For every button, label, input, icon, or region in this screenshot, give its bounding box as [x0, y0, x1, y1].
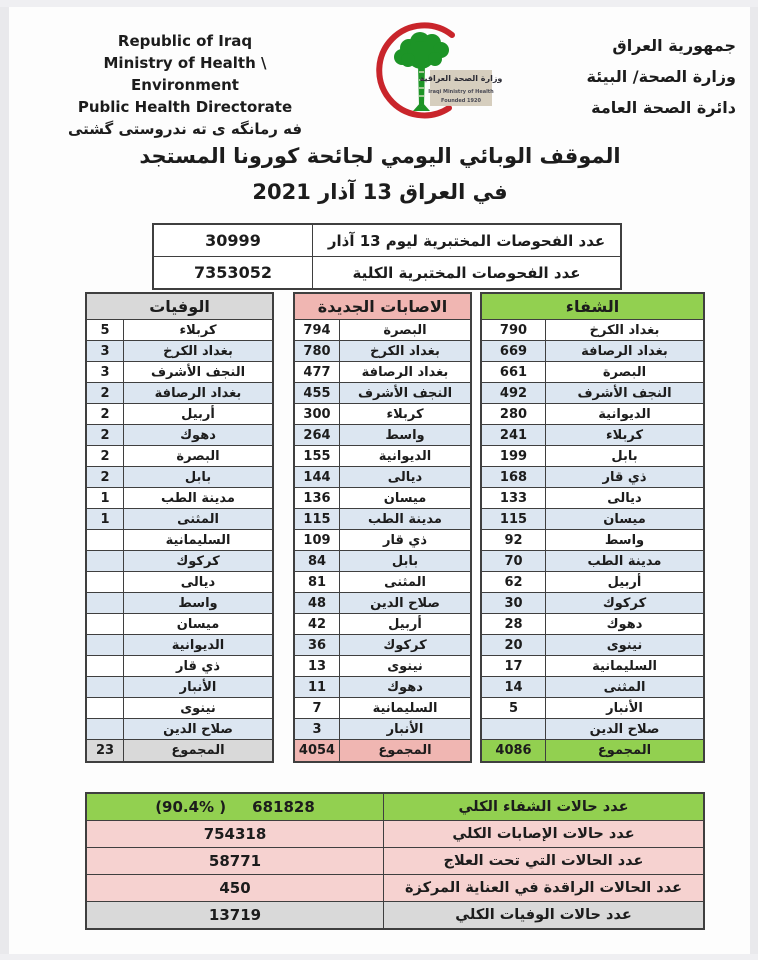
governorate-cell: السليمانية [372, 700, 438, 716]
value-cell: 48 [295, 593, 340, 613]
tests-row-daily [154, 225, 620, 256]
table-row [295, 593, 470, 614]
governorate-cell: الأنبار [179, 679, 217, 695]
tests-table [152, 223, 622, 290]
value-cell: 115 [482, 509, 546, 529]
value-cell: 136 [295, 488, 340, 508]
table-row [482, 572, 703, 593]
governorate-cell: صلاح الدين [589, 721, 660, 737]
table-row [482, 404, 703, 425]
summary-value-cell [87, 848, 384, 874]
table-row [87, 593, 272, 614]
value-cell: 13 [295, 656, 340, 676]
value-cell: 455 [295, 383, 340, 403]
summary-number: 754318 [203, 825, 267, 843]
value-cell: 1 [87, 488, 124, 508]
table-row [87, 614, 272, 635]
governorate-cell: السليمانية [165, 532, 231, 548]
value-cell: 2 [87, 383, 124, 403]
value-cell: 477 [295, 362, 340, 382]
page-edge-right [750, 0, 758, 960]
value-cell: 92 [482, 530, 546, 550]
value-cell: 42 [295, 614, 340, 634]
value-cell [87, 698, 124, 718]
value-cell: 115 [295, 509, 340, 529]
table-row [482, 656, 703, 677]
table-recovered [480, 292, 705, 763]
value-cell: 14 [482, 677, 546, 697]
governorate-cell: السليمانية [592, 658, 657, 674]
table-row [87, 425, 272, 446]
governorate-cell: كركوك [383, 637, 427, 653]
summary-row [87, 875, 703, 902]
value-cell: 199 [482, 446, 546, 466]
governorate-cell: نينوى [387, 658, 423, 674]
table-row [87, 551, 272, 572]
summary-number: 681828 [252, 798, 315, 816]
governorate-cell: كربلاء [386, 406, 424, 422]
governorate-cell: صلاح الدين [370, 595, 440, 611]
value-cell: 168 [482, 467, 546, 487]
value-cell [87, 572, 124, 592]
header-arabic-line2: وزارة الصحة/ البيئة [586, 67, 736, 86]
header-english-line3: Public Health Directorate [77, 98, 293, 116]
header-arabic-line3: دائرة الصحة العامة [591, 98, 736, 117]
governorate-cell: المثنى [384, 574, 426, 590]
table-row [295, 383, 470, 404]
value-cell: 3 [87, 341, 124, 361]
governorate-cell: النجف الأشرف [577, 385, 672, 401]
table-row [295, 341, 470, 362]
governorate-cell: ديالى [387, 469, 423, 485]
table-row [87, 362, 272, 383]
governorate-cell: بابل [184, 469, 212, 485]
governorate-cell: نينوى [606, 637, 643, 653]
governorate-cell: الديوانية [378, 448, 432, 464]
table-row [87, 341, 272, 362]
total-row [87, 740, 272, 761]
value-cell: 109 [295, 530, 340, 550]
table-row [482, 362, 703, 383]
value-cell: 2 [87, 446, 124, 466]
governorate-cell: دهوك [606, 616, 643, 632]
value-cell [87, 530, 124, 550]
value-cell: 70 [482, 551, 546, 571]
header-arabic-line1: جمهورية العراق [612, 36, 736, 55]
value-cell [87, 719, 124, 739]
page-edge-bottom [0, 954, 758, 960]
total-label-cell: المجموع [378, 743, 432, 758]
governorate-cell: ديالى [180, 574, 216, 590]
logo-founded-text: Founded 1920 [441, 98, 481, 104]
governorate-cell: بغداد الرصافة [361, 364, 449, 380]
governorate-cell: ذي قار [383, 532, 427, 548]
governorate-cell: النجف الأشرف [150, 364, 246, 380]
governorate-cell: كربلاء [179, 322, 217, 338]
value-cell: 2 [87, 467, 124, 487]
daily-tests-label: عدد الفحوصات المختبرية ليوم 13 آذار [327, 231, 606, 250]
summary-value-cell [87, 821, 384, 847]
table-row [295, 656, 470, 677]
page-edge-left [0, 0, 9, 960]
table-row [482, 488, 703, 509]
value-cell [87, 614, 124, 634]
table-row [87, 488, 272, 509]
governorate-cell: أربيل [607, 574, 642, 590]
table-row [295, 467, 470, 488]
total-value-cell: 23 [87, 740, 124, 761]
table-row [295, 635, 470, 656]
governorate-cell: المثنى [603, 679, 646, 695]
table-row [482, 635, 703, 656]
governorate-cell: ذي قار [176, 658, 220, 674]
table-row [482, 698, 703, 719]
value-cell [87, 656, 124, 676]
logo-arabic-text: وزارة الصحة العراقية [419, 74, 503, 83]
table-row [295, 551, 470, 572]
table-header-new-cases: الاصابات الجديدة [295, 294, 470, 320]
governorate-cell: بابل [391, 553, 419, 569]
summary-label-cell: عدد حالات الشفاء الكلي [458, 799, 629, 815]
governorate-cell: مدينة الطب [161, 490, 235, 506]
value-cell: 30 [482, 593, 546, 613]
total-row [482, 740, 703, 761]
table-row [295, 572, 470, 593]
table-row [87, 383, 272, 404]
governorate-cell: بغداد الكرخ [163, 343, 233, 359]
governorate-cell: الديوانية [598, 406, 651, 422]
governorate-cell: مدينة الطب [368, 511, 442, 527]
table-row [482, 446, 703, 467]
summary-label-cell: عدد حالات الوفيات الكلي [455, 907, 632, 923]
table-row [87, 635, 272, 656]
value-cell: 20 [482, 635, 546, 655]
table-row [87, 677, 272, 698]
total-value-cell: 4054 [295, 740, 340, 761]
summary-row [87, 902, 703, 928]
value-cell: 1 [87, 509, 124, 529]
governorate-cell: بابل [611, 448, 638, 464]
governorate-cell: الأنبار [386, 721, 424, 737]
value-cell [482, 719, 546, 739]
summary-number: 450 [219, 879, 251, 897]
governorate-cell: نينوى [180, 700, 216, 716]
value-cell: 661 [482, 362, 546, 382]
value-cell: 36 [295, 635, 340, 655]
page-edge-top [0, 0, 758, 7]
governorate-cell: واسط [385, 427, 425, 443]
table-row [87, 719, 272, 740]
value-cell: 2 [87, 404, 124, 424]
value-cell: 2 [87, 425, 124, 445]
governorate-cell: بغداد الكرخ [370, 343, 440, 359]
table-row [482, 320, 703, 341]
governorate-cell: النجف الأشرف [357, 385, 453, 401]
table-row [295, 530, 470, 551]
table-row [482, 593, 703, 614]
report-title [120, 138, 640, 210]
governorate-cell: واسط [604, 532, 645, 548]
value-cell [87, 635, 124, 655]
report-title-line1: الموقف الوبائي اليومي لجائحة كورونا المستجد [139, 144, 621, 168]
value-cell: 790 [482, 320, 546, 340]
governorate-cell: بغداد الرصافة [154, 385, 242, 401]
value-cell: 84 [295, 551, 340, 571]
table-row [295, 488, 470, 509]
total-tests-value: 7353052 [154, 257, 313, 288]
summary-value-cell [87, 794, 384, 820]
governorate-cell: دهوك [387, 679, 423, 695]
table-row [295, 698, 470, 719]
summary-label-cell: عدد حالات الإصابات الكلي [452, 826, 635, 842]
governorate-cell: ميسان [383, 490, 427, 506]
table-header-recovered: الشفاء [482, 294, 703, 320]
value-cell [87, 551, 124, 571]
governorate-cell: البصرة [176, 448, 220, 464]
logo-english-text: Iraqi Ministry of Health [428, 89, 494, 95]
header-english [55, 30, 315, 140]
table-row [87, 404, 272, 425]
table-row [87, 656, 272, 677]
governorate-cell: مدينة الطب [587, 553, 662, 569]
summary-percent: (90.4% ) [155, 798, 227, 816]
summary-label-cell: عدد الحالات الراقدة في العناية المركزة [405, 880, 683, 896]
report-title-line2: في العراق 13 آذار 2021 [252, 180, 508, 204]
summary-table [85, 792, 705, 930]
table-row [295, 320, 470, 341]
value-cell: 133 [482, 488, 546, 508]
header-english-line1: Republic of Iraq [117, 32, 253, 50]
value-cell: 5 [482, 698, 546, 718]
value-cell: 81 [295, 572, 340, 592]
table-row [482, 677, 703, 698]
header-kurdish-line: فه رمانگه ى ته ندروستى گشتى [67, 120, 303, 138]
value-cell: 62 [482, 572, 546, 592]
table-row [295, 362, 470, 383]
total-label-cell: المجموع [597, 743, 652, 758]
governorate-cell: واسط [178, 595, 218, 611]
governorate-cell: كركوك [176, 553, 220, 569]
tests-row-total [154, 256, 620, 288]
value-cell: 144 [295, 467, 340, 487]
ministry-logo-icon [350, 14, 510, 132]
value-cell: 11 [295, 677, 340, 697]
value-cell: 492 [482, 383, 546, 403]
summary-number: 13719 [208, 906, 262, 924]
summary-row [87, 821, 703, 848]
governorate-cell: البصرة [602, 364, 647, 380]
table-row [482, 425, 703, 446]
table-row [87, 530, 272, 551]
governorate-cell: أربيل [181, 406, 215, 422]
summary-row [87, 794, 703, 821]
value-cell: 7 [295, 698, 340, 718]
value-cell: 5 [87, 320, 124, 340]
table-row [295, 614, 470, 635]
value-cell: 17 [482, 656, 546, 676]
table-row [295, 425, 470, 446]
value-cell: 3 [295, 719, 340, 739]
table-row [295, 404, 470, 425]
table-row [87, 320, 272, 341]
total-value-cell: 4086 [482, 740, 546, 761]
table-new-cases [293, 292, 472, 763]
governorate-cell: كربلاء [605, 427, 644, 443]
table-row [87, 446, 272, 467]
table-row [482, 551, 703, 572]
summary-label-cell: عدد الحالات التي تحت العلاج [443, 853, 644, 869]
header-arabic [516, 30, 736, 123]
total-tests-label: عدد الفحوصات المختبرية الكلية [352, 263, 581, 282]
daily-tests-value: 30999 [154, 225, 313, 256]
value-cell [87, 677, 124, 697]
table-row [482, 467, 703, 488]
table-row [482, 530, 703, 551]
governorate-cell: كركوك [602, 595, 647, 611]
table-row [482, 614, 703, 635]
value-cell: 669 [482, 341, 546, 361]
value-cell: 780 [295, 341, 340, 361]
governorate-cell: الأنبار [606, 700, 643, 716]
governorate-cell: البصرة [383, 322, 427, 338]
governorate-cell: دهوك [180, 427, 216, 443]
governorate-cell: أربيل [388, 616, 422, 632]
total-row [295, 740, 470, 761]
table-row [87, 467, 272, 488]
table-row [87, 572, 272, 593]
value-cell: 3 [87, 362, 124, 382]
governorate-cell: ذي قار [602, 469, 647, 485]
summary-value-cell [87, 875, 384, 901]
table-row [482, 383, 703, 404]
table-row [482, 719, 703, 740]
table-row [295, 719, 470, 740]
ministry-logo [350, 14, 510, 132]
summary-value-cell [87, 902, 384, 928]
table-deaths [85, 292, 274, 763]
header-english-line2: Ministry of Health \ Environment [103, 54, 267, 94]
governorate-cell: ديالى [607, 490, 642, 506]
table-row [295, 509, 470, 530]
value-cell: 155 [295, 446, 340, 466]
table-row [295, 446, 470, 467]
value-cell: 264 [295, 425, 340, 445]
governorate-cell: الديوانية [171, 637, 225, 653]
value-cell: 794 [295, 320, 340, 340]
summary-number: 58771 [208, 852, 262, 870]
table-row [295, 677, 470, 698]
table-row [482, 509, 703, 530]
governorate-cell: ميسان [176, 616, 220, 632]
table-header-deaths: الوفيات [87, 294, 272, 320]
value-cell: 241 [482, 425, 546, 445]
governorate-cell: المثنى [177, 511, 219, 527]
governorate-cell: صلاح الدين [163, 721, 233, 737]
total-label-cell: المجموع [171, 743, 225, 758]
table-row [87, 509, 272, 530]
value-cell: 280 [482, 404, 546, 424]
governorate-cell: بغداد الكرخ [589, 322, 660, 338]
governorate-cell: ميسان [603, 511, 646, 527]
table-row [87, 698, 272, 719]
table-row [482, 341, 703, 362]
value-cell: 28 [482, 614, 546, 634]
value-cell [87, 593, 124, 613]
summary-row [87, 848, 703, 875]
governorate-cell: بغداد الرصافة [581, 343, 668, 359]
value-cell: 300 [295, 404, 340, 424]
